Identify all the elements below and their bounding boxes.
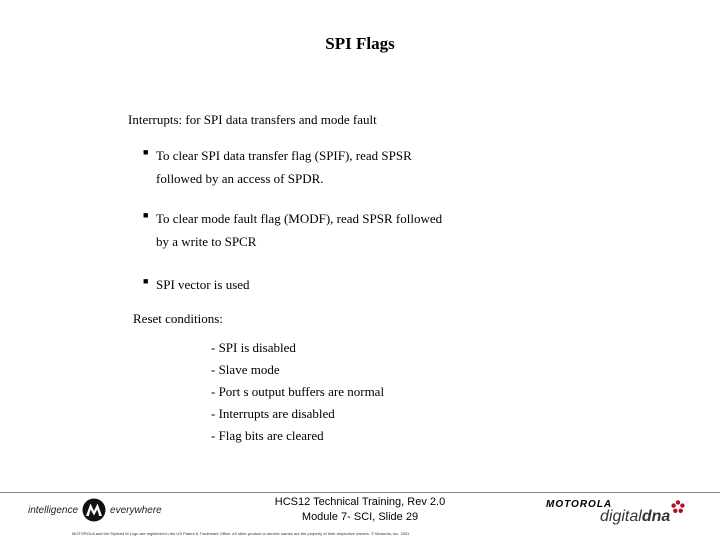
logo-text-intelligence: intelligence <box>28 504 79 516</box>
interrupts-intro: Interrupts: for SPI data transfers and mode fault <box>128 112 377 127</box>
logo-text-everywhere: everywhere <box>110 504 162 516</box>
bullet-icon: ■ <box>143 276 149 286</box>
digitaldna-flower-icon <box>670 499 686 515</box>
bullet-line-2: by a write to SPCR <box>156 234 257 249</box>
bullet-line-1: To clear mode fault flag (MODF), read SPSR followed <box>156 211 443 226</box>
footer-divider <box>0 492 720 493</box>
reset-item: - Flag bits are cleared <box>211 428 324 443</box>
reset-item: - Port s output buffers are normal <box>211 384 385 399</box>
bullet-line-1: SPI vector is used <box>156 277 250 292</box>
motorola-digitaldna-logo <box>546 497 696 527</box>
motorola-wordmark: MOTOROLA <box>546 499 613 510</box>
bullet-modf <box>143 207 442 253</box>
reset-item: - SPI is disabled <box>211 340 296 355</box>
footer-course-title: HCS12 Technical Training, Rev 2.0 <box>274 496 446 508</box>
dna-word: dna <box>641 508 671 525</box>
footer-module-slide: Module 7- SCI, Slide 29 <box>301 511 419 523</box>
motorola-batwing-icon <box>82 498 106 522</box>
reset-heading: Reset conditions: <box>133 311 223 326</box>
footer-course-info <box>230 495 490 525</box>
slide-title: SPI Flags <box>325 34 395 53</box>
bullet-line-2: followed by an access of SPDR. <box>156 171 324 186</box>
reset-list <box>211 337 384 447</box>
reset-item: - Slave mode <box>211 362 280 377</box>
trademark-fine-print: MOTOROLA and the Stylized M Logo are registered in the US Patent & Trademark Office. All other product or service names are the property of their respective owners. © Motorola, Inc. 2001 <box>72 531 410 536</box>
bullet-vector <box>143 273 250 296</box>
digital-word: digital <box>600 508 642 525</box>
reset-item: - Interrupts are disabled <box>211 406 335 421</box>
digitaldna-wordmark <box>600 508 670 526</box>
intelligence-everywhere-logo <box>28 497 162 523</box>
bullet-spif <box>143 144 412 190</box>
bullet-icon: ■ <box>143 210 149 220</box>
bullet-line-1: To clear SPI data transfer flag (SPIF), read SPSR <box>156 148 412 163</box>
bullet-icon: ■ <box>143 147 149 157</box>
